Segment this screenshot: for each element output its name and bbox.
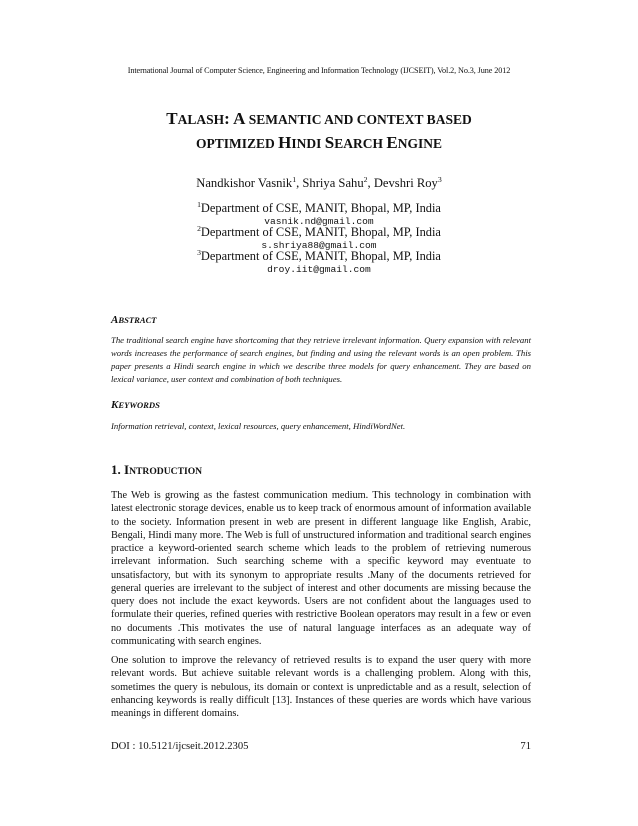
email-3: droy.iit@gmail.com: [267, 264, 371, 275]
email-2: s.shriya88@gmail.com: [261, 240, 377, 251]
footer-doi: DOI : 10.5121/ijcseit.2012.2305: [111, 741, 249, 752]
author-name: Devshri Roy: [373, 176, 438, 190]
running-header: International Journal of Computer Science, Engineering and Information Technology (IJCSEIT), Vol.2, No.3, June 2012: [127, 66, 511, 75]
keywords-text: Information retrieval, context, lexical resources, query enhancement, HindiWordNet.: [111, 421, 406, 431]
affiliation-1: $^1$Department of CSE, MANIT, Bhopal, MP, India: [197, 199, 441, 215]
abstract-text: The traditional search engine have shortcoming that they retrieve irrelevant information. Query expansion with relevant words increases the performance of search engines, but finding and using the relevant words is an open problem. This paper presents a Hindi search engine in which we describe three models for query enhancement. They are based on lexical variance, user context and combination of both techniques.: [111, 335, 531, 385]
keywords-heading: KEYWORDS: [111, 399, 160, 411]
affiliation-3: $^3$Department of CSE, MANIT, Bhopal, MP, India: [197, 247, 441, 263]
author-affiliation-mark: 2: [363, 174, 368, 184]
page-number: 71: [520, 741, 531, 752]
author-list: Nandkishor Vasnik$^1$, Shriya Sahu$^2$, Devshri Roy$^3$: [196, 174, 442, 190]
author-affiliation-mark: 1: [292, 174, 297, 184]
introduction-paragraph-2: One solution to improve the relevancy of retrieved results is to expand the user query with more relevant words. But achieve suitable relevant words is a challenging problem. Along with this, sometimes the query is nebulous, its domain or context is unpredictable and as a result, selection of enhancing keywords is really difficult [13]. Instances of these queries are words which have various meanings in different domains.: [111, 655, 531, 719]
author-name: Nandkishor Vasnik: [196, 176, 293, 190]
title-line-2: OPTIMIZED HINDI SEARCH ENGINE: [196, 133, 442, 152]
email-1: vasnik.nd@gmail.com: [264, 216, 374, 227]
introduction-heading: 1. INTRODUCTION: [111, 462, 203, 477]
paper-title: [0, 107, 638, 155]
affiliation-2: $^2$Department of CSE, MANIT, Bhopal, MP, India: [197, 223, 441, 239]
author-name: Shriya Sahu: [302, 176, 364, 190]
introduction-paragraph-1: The Web is growing as the fastest communication medium. This technology in combination with latest electronic storage devices, enable us to keep track of enormous amount of information available to the society. Information present in web are present in different language like English, Arabic, Bengali, Hindi many more. The Web is full of unstructured information and traditional search engines practice a keyword-oriented search scheme which leads to the problem of retrieving numerous irrelevant information. Such searching scheme with a specific keyword may eventuate to unsatisfactory, but with its synonym to appropriate results .Many of the documents retrieved for general queries are irrelevant to the subject of interest and other documents are missing because the query does not include the exact keywords. Users are not confident about the languages used to formulate their queries, refined queries with restrictive Boolean operators may result in a few or even no documents .This motivates the use of natural language interfaces as an adequate way of communicating with search engines.: [111, 490, 532, 647]
author-affiliation-mark: 3: [437, 174, 442, 184]
abstract-heading: ABSTRACT: [111, 314, 157, 326]
title-line-1: TALASH: A SEMANTIC AND CONTEXT BASED: [166, 109, 472, 128]
